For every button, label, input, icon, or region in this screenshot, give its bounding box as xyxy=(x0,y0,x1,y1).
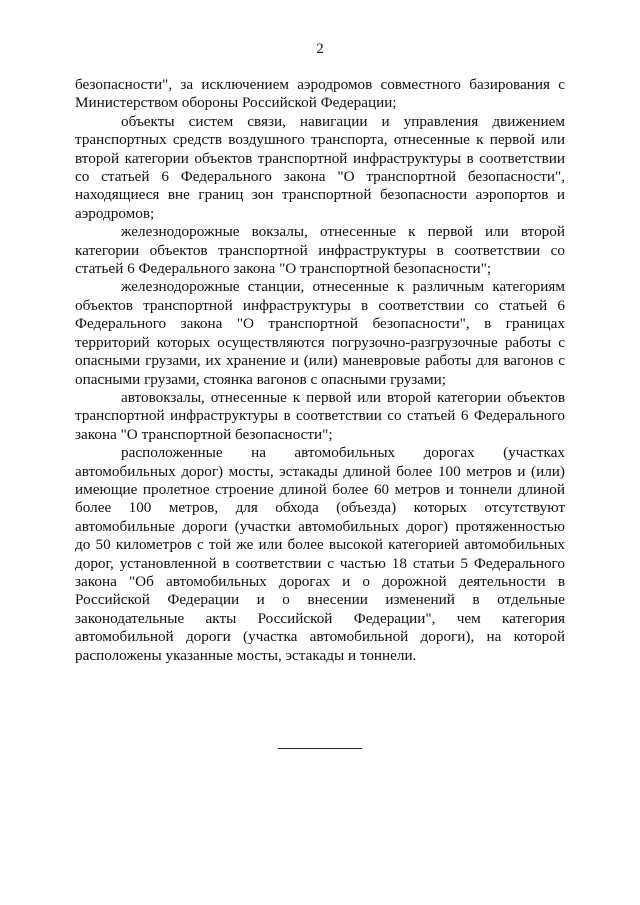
paragraph-continuation: безопасности", за исключением аэродромов совместного базирования с Министерством обороны Российской Федерации; xyxy=(75,76,565,112)
paragraph-railway-terminals: железнодорожные вокзалы, отнесенные к первой или второй категории объектов транспортной инфраструктуры в соответствии со статьей 6 Федерального закона "О транспортной безопасности"; xyxy=(75,223,565,278)
page-number: 2 xyxy=(316,41,324,57)
paragraph-bridges-tunnels: расположенные на автомобильных дорогах (участках автомобильных дорог) мосты, эстакады длиной более 100 метров и (или) имеющие пролетное строение длиной более 60 метров и тоннели длиной более 100 метров, для обхода (объезда) которых отсутствуют автомобильные дороги (участки автомобильных дорог) протяженностью до 50 километров с той же или более высокой категорией автомобильных дорог, установленной в соответствии с частью 18 статьи 5 Федерального закона "Об автомобильных дорогах и о дорожной деятельности в Российской Федерации и о внесении изменений в отдельные законодательные акты Российской Федерации", чем категория автомобильной дороги (участка автомобильной дороги), на которой расположены указанные мосты, эстакады и тоннели. xyxy=(75,444,565,664)
document-body xyxy=(75,76,565,665)
end-of-document-rule xyxy=(278,748,362,749)
paragraph-bus-terminals: автовокзалы, отнесенные к первой или второй категории объектов транспортной инфраструктуры в соответствии со статьей 6 Федерального закона "О транспортной безопасности"; xyxy=(75,388,565,443)
paragraph-railway-stations: железнодорожные станции, отнесенные к различным категориям объектов транспортной инфраструктуры в соответствии со статьей 6 Федерального закона "О транспортной безопасности", в границах территорий которых осуществляются погрузочно-разгрузочные работы с опасными грузами, их хранение и (или) маневровые работы для вагонов с опасными грузами, стоянка вагонов с опасными грузами; xyxy=(75,278,565,388)
paragraph-communication-systems: объекты систем связи, навигации и управления движением транспортных средств воздушного транспорта, отнесенные к первой или второй категории объектов транспортной инфраструктуры в соответствии со статьей 6 Федерального закона "О транспортной безопасности", находящиеся вне границ зон транспортной безопасности аэропортов и аэродромов; xyxy=(75,112,565,222)
